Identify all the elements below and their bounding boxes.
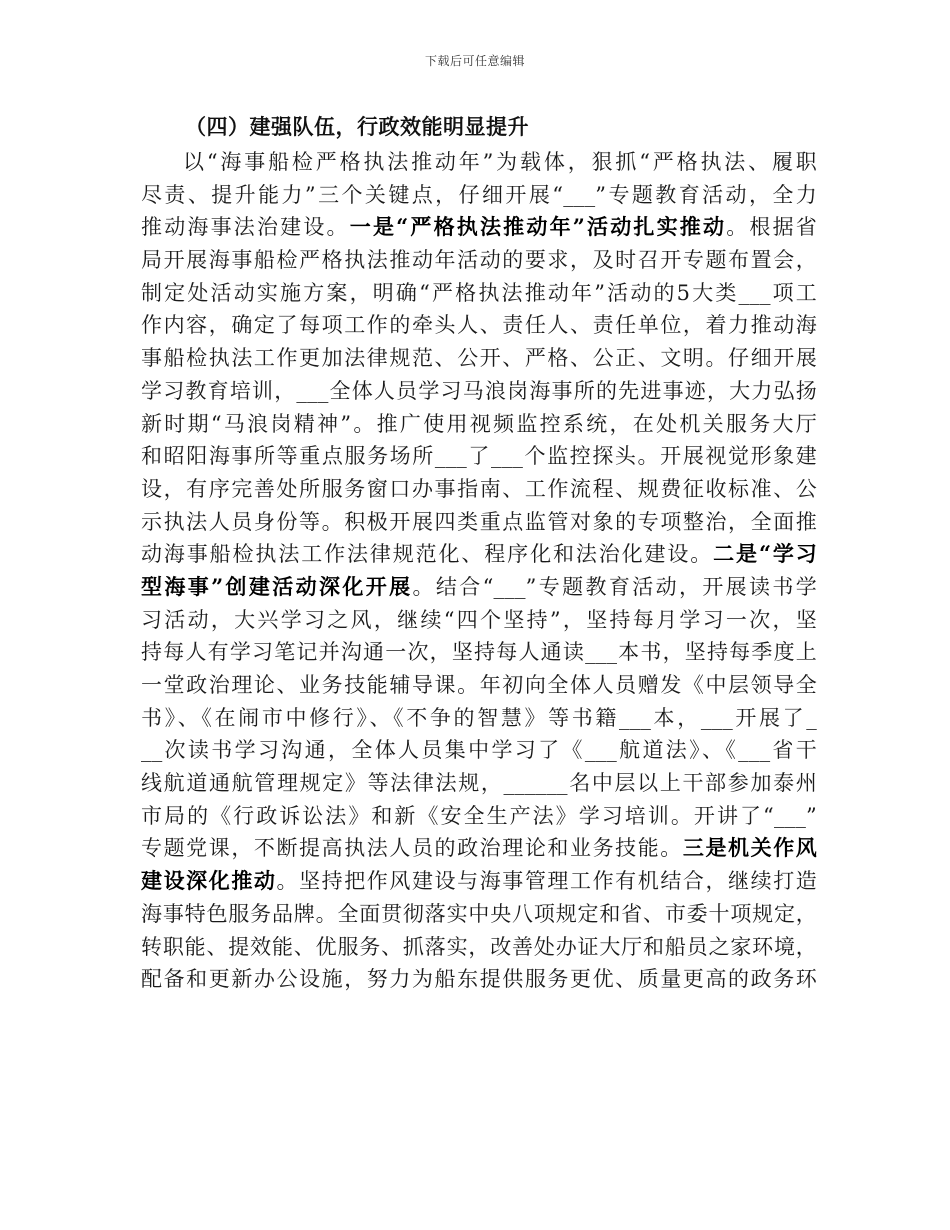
bold-text-run: 一是“严格执法推动年”活动扎实推动 (349, 214, 727, 240)
text-run: 事船检执法工作更加法律规范、公开、严格、公正、文明。仔细开展 (141, 346, 817, 371)
text-run: 一堂政治理论、业务技能辅导课。年初向全体人员赠发《中层领导全 (141, 673, 817, 697)
bold-text-run: 三是机关作风 (682, 835, 817, 861)
text-run: 以“海事船检严格执法推动年”为载体，狠抓“严格执法、履职 (183, 150, 817, 174)
paragraph-line (141, 211, 817, 244)
text-run: 书》、《在闹市中修行》、《不争的智慧》等书籍___本，___开展了_ (141, 705, 817, 730)
text-run: 。结合“___”专题教育活动，开展读书学 (412, 574, 817, 599)
paragraph-line (141, 669, 817, 702)
section-heading: （四）建强队伍，行政效能明显提升 (185, 114, 529, 139)
text-run: 新时期“马浪岗精神”。推广使用视频监控系统，在处机关服务大厅 (141, 411, 817, 436)
bold-text-run: 二是“学习 (713, 541, 817, 567)
paragraph-line (141, 734, 817, 767)
text-run: 和昭阳海事所等重点服务场所___了___个监控探头。开展视觉形象建 (141, 444, 817, 469)
text-run: 习活动，大兴学习之风，继续“四个坚持”，坚持每月学习一次，坚 (141, 607, 817, 632)
paragraph-line (141, 179, 817, 212)
text-run: 配备和更新办公设施，努力为船东提供服务更优、质量更高的政务环 (141, 967, 817, 992)
text-run: 作内容，确定了每项工作的牵头人、责任人、责任单位，着力推动海 (141, 313, 817, 338)
body-paragraph (141, 146, 817, 996)
text-run: 局开展海事船检严格执法推动年活动的要求，及时召开专题布置会， (141, 248, 817, 273)
bold-text-run: 型海事”创建活动深化开展 (141, 573, 413, 599)
paragraph-line (141, 931, 817, 964)
paragraph-line (141, 538, 817, 571)
page-header: 下载后可任意编辑 (424, 54, 525, 68)
paragraph-line (141, 375, 817, 408)
paragraph-line (141, 277, 817, 310)
text-run: 示执法人员身份等。积极开展四类重点监管对象的专项整治，全面推 (141, 509, 817, 534)
paragraph-line (141, 702, 817, 735)
paragraph-line (141, 898, 817, 931)
paragraph-line (141, 636, 817, 669)
text-run: 。坚持把作风建设与海事管理工作有机结合，继续打造 (276, 869, 817, 894)
text-run: 动海事船检执法工作法律规范化、程序化和法治化建设。 (141, 542, 714, 567)
text-run: 市局的《行政诉讼法》和新《安全生产法》学习培训。开讲了“___” (141, 803, 817, 828)
paragraph-line (141, 800, 817, 833)
paragraph-line (141, 767, 817, 800)
text-run: 。根据省 (726, 215, 817, 240)
text-run: 持每人有学习笔记并沟通一次，坚持每人通读___本书，坚持每季度上 (141, 640, 817, 665)
paragraph-line (141, 408, 817, 441)
paragraph-line (141, 604, 817, 637)
paragraph-line (141, 506, 817, 539)
paragraph-line (141, 865, 817, 898)
text-run: 制定处活动实施方案，明确“严格执法推动年”活动的5大类___项工 (141, 280, 817, 305)
text-run: 转职能、提效能、优服务、抓落实，改善处办证大厅和船员之家环境， (141, 934, 817, 959)
paragraph-line (141, 309, 817, 342)
paragraph-line (141, 963, 817, 996)
paragraph-line (141, 244, 817, 277)
paragraph-line (141, 440, 817, 473)
text-run: 专题党课，不断提高执法人员的政治理论和业务技能。 (141, 836, 683, 861)
text-run: 设，有序完善处所服务窗口办事指南、工作流程、规费征收标准、公 (141, 476, 817, 501)
text-run: 线航道通航管理规定》等法律法规，______名中层以上干部参加泰州 (141, 771, 817, 796)
paragraph-line (141, 146, 817, 179)
text-run: 学习教育培训，___全体人员学习马浪岗海事所的先进事迹，大力弘扬 (141, 378, 817, 403)
paragraph-line (141, 342, 817, 375)
text-run: 推动海事法治建设。 (141, 215, 350, 240)
text-run: __次读书学习沟通，全体人员集中学习了《___航道法》、《___省干 (141, 738, 817, 763)
bold-text-run: 建设深化推动 (141, 868, 277, 894)
paragraph-line (141, 571, 817, 604)
text-run: 海事特色服务品牌。全面贯彻落实中央八项规定和省、市委十项规定， (141, 901, 817, 926)
text-run: 尽责、提升能力”三个关键点，仔细开展“___”专题教育活动，全力 (141, 182, 817, 207)
paragraph-line (141, 832, 817, 865)
paragraph-line (141, 473, 817, 506)
